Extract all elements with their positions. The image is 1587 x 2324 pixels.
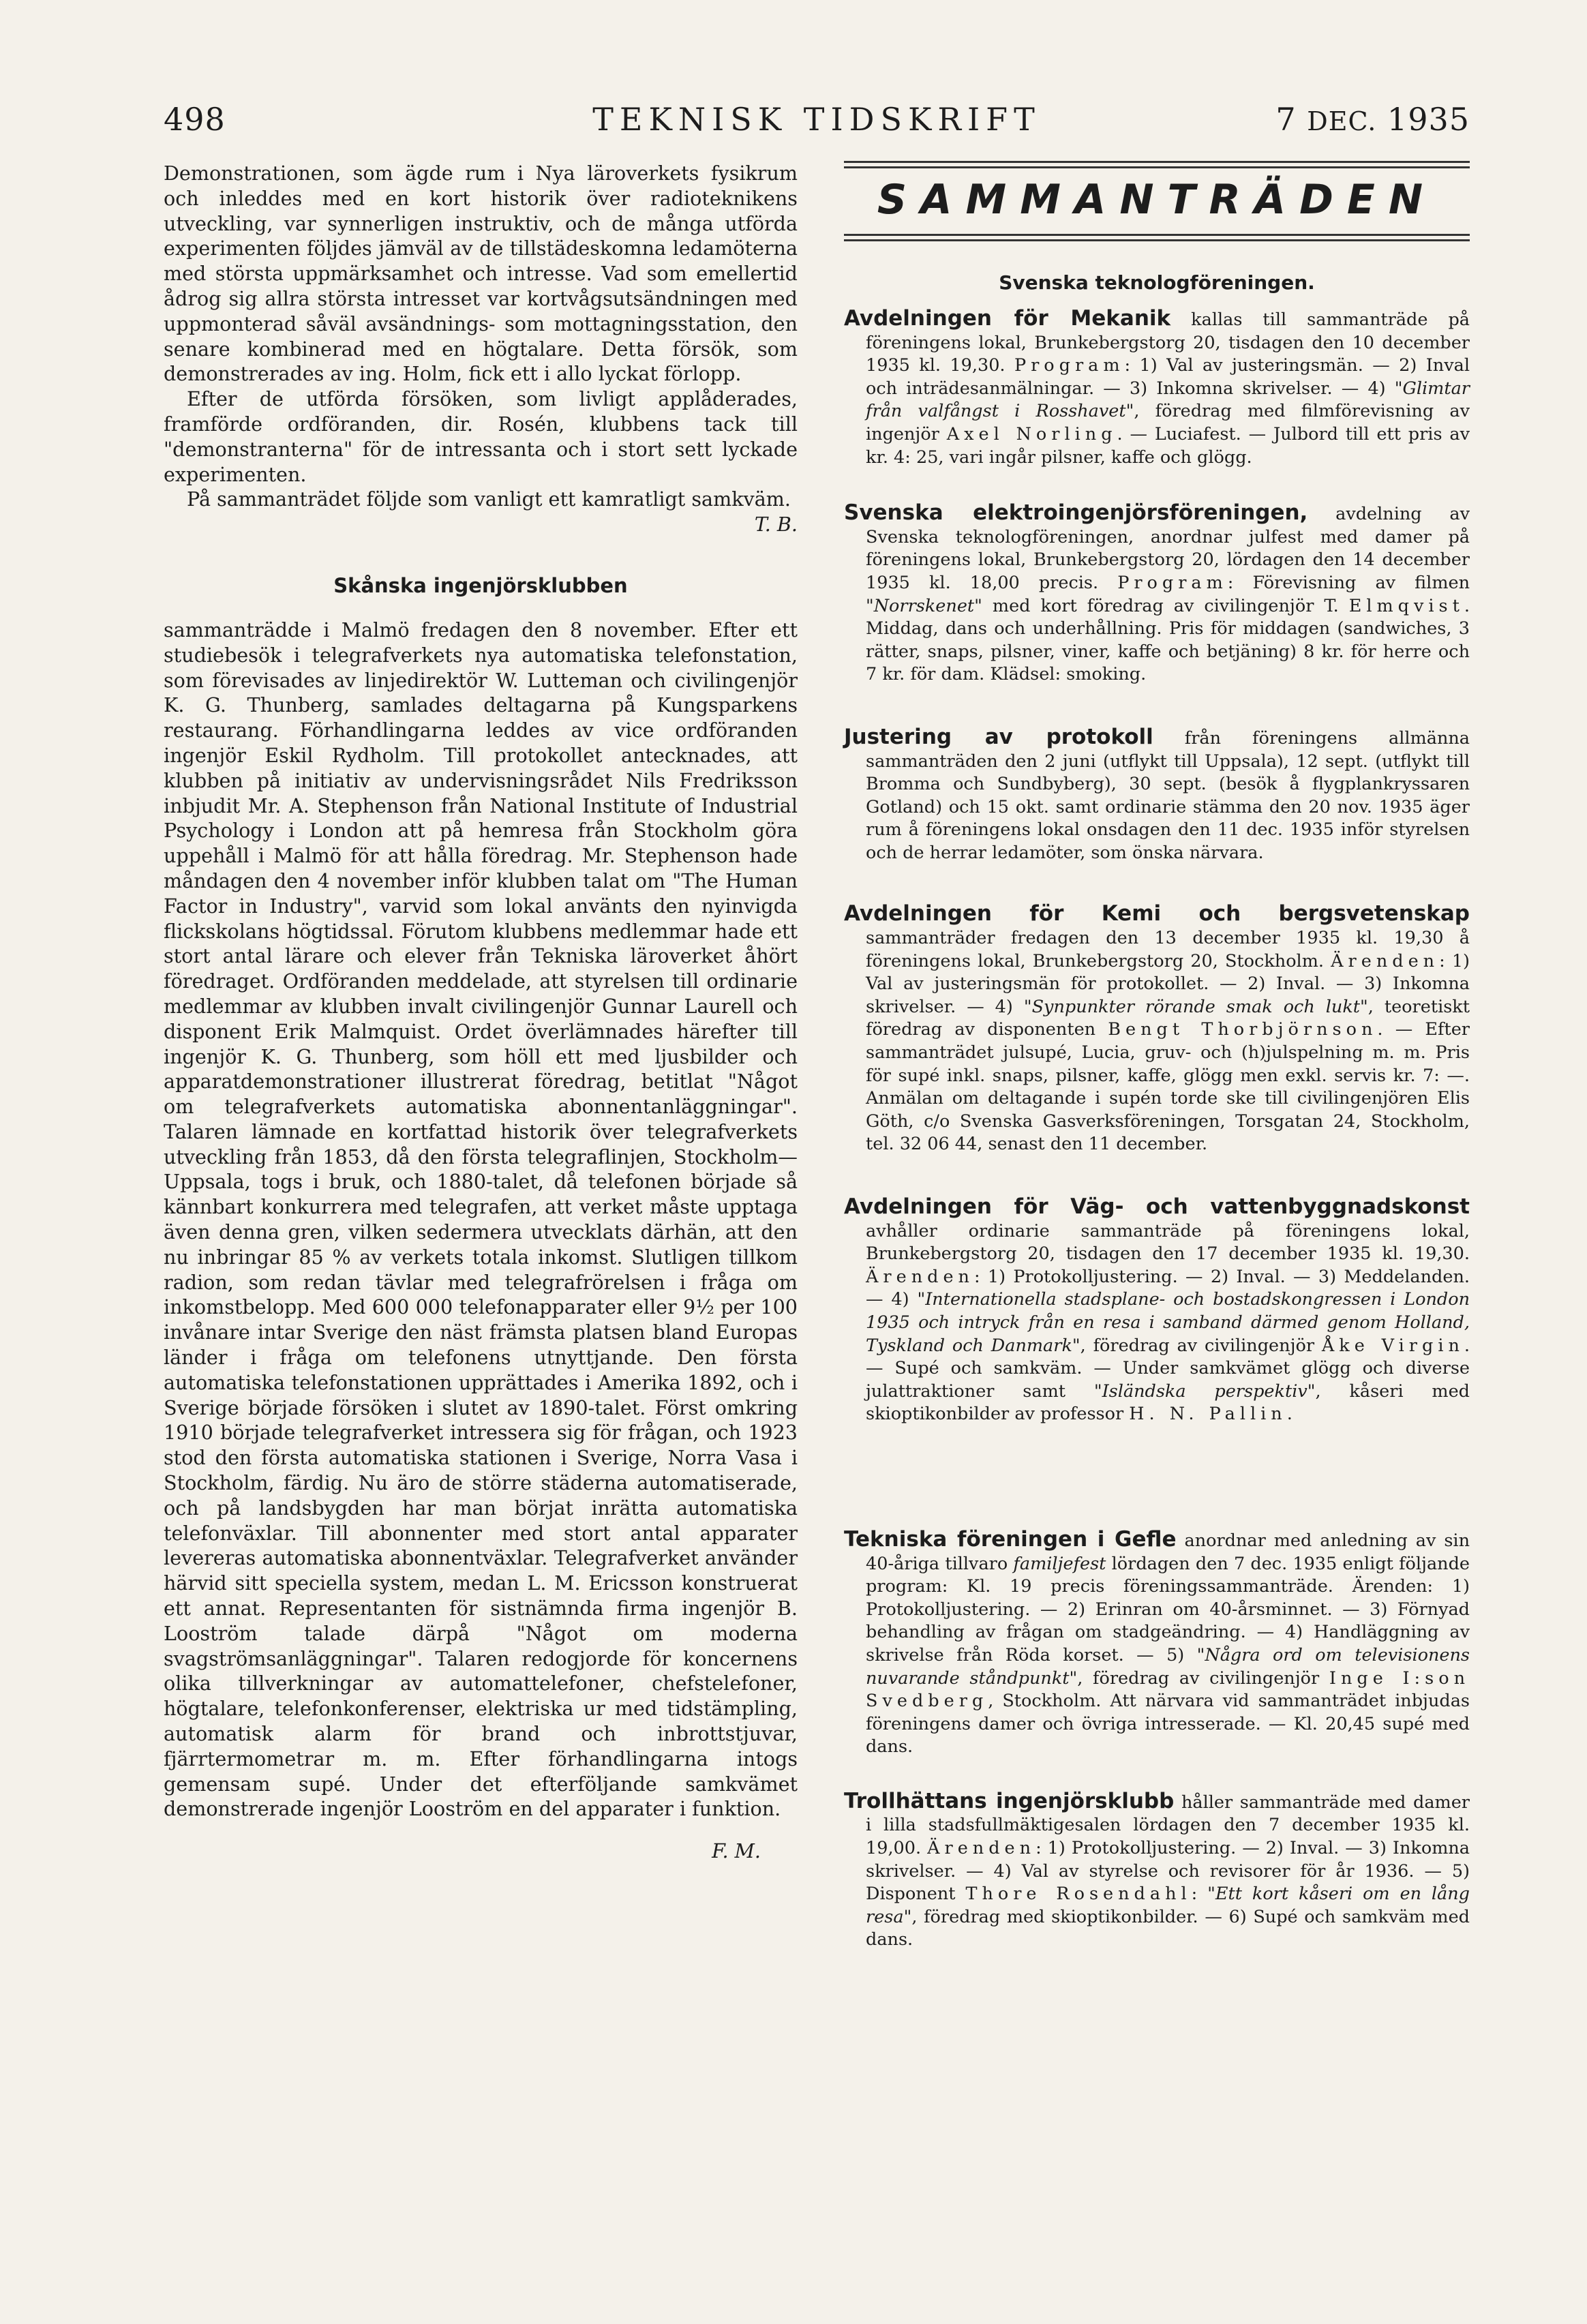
paragraph: sammanträdde i Malmö fredagen den 8 november. Efter ett studiebesök i telegrafverkets nya automatiska telefonstation, som förevisades av linjedirektör W. Lutteman och civilingenjör K. G. Thunberg, samlades deltagarna på Kungsparkens restaurang. Förhandlingarna leddes av vice ordföranden ingenjör Eskil Rydholm. Till protokollet antecknades, att klubben på initiativ av undervisningsrådet Nils Fredriksson inbjudit Mr. A. Stephenson från National Institute of Industrial Psychology i London att på hemresa från Stockholm göra uppehåll i Malmö för att hålla föredrag. Mr. Stephenson hade måndagen den 4 november inför klubben talat om "The Human Factor in Industry", varvid som lokal använts den nyinvigda flickskolans högtidssal. Förutom klubbens medlemmar hade ett stort antal lärare och elever från Tekniska läroverket åhört föredraget. Ordföranden meddelade, att styrelsen till ordinarie medlemmar av klubben invalt civilingenjör Gunnar Laurell och disponent Erik Malmquist. Ordet överlämnades härefter till ingenjör K. G. Thunberg, som höll ett med ljusbilder och apparatdemonstrationer illustrerat föredrag, betitlat "Något om telegrafverkets automatiska abonnentanläggningar". Talaren lämnade en kortfattad historik över telegrafverkets utveckling från 1853, då den första telegraflinjen, Stockholm—Uppsala, togs i bruk, och 1880-talet, då telefonen började så kännbart konkurrera med telegrafen, att verket måste upptaga även denna gren, vilken sedermera utvecklats därhän, att den nu inbringar 85 % av verkets totala inkomst. Slutligen tillkom radion, som redan tävlar med telegrafrörelsen i fråga om inkomstbelopp. Med 600 000 telefonapparater eller 9½ per 100 invånare intar Sverige den näst främsta platsen bland Europas länder i fråga om telefonens utnyttjande. Den första automatiska telefonstationen upprättades i Amerika 1892, och i Sverige började försöken i slutet av 1890-talet. Först omkring 1910 började telegrafverket intressera sig för frågan, och 1923 stod den första automatiska stationen i Sverige, Norra Vasa i Stockholm, färdig. Nu äro de större städerna automatiserade, och på landsbygden har man börjat inrätta automatiska telefonväxlar. Till abonnenter med stort antal apparater levereras automatiska abonnentväxlar. Telegrafverket använder härvid sitt speciella system, medan L. M. Ericsson konstruerat ett annat. Representanten för sistnämnda firma ingenjör B. Looström talade därpå "Något om moderna svagströmsanläggningar". Talaren redogjorde för koncernens olika tillverkningar av automattelefoner, chefstelefoner, högtalare, telefonkonferenser, elektriska ur med tidstämpling, automatisk alarm för brand och inbrottstjuvar, fjärrtermometrar m. m. Efter förhandlingarna intogs gemensam supé. Under det efterföljande samkvämet demonstrerade ingenjör Looström en del apparater i funktion. [164, 618, 798, 1821]
notice-text: . — Efter sammanträdet julsupé, Lucia, gruv- och (h)julspelning m. m. Pris för supé inkl. snaps, pilsner, kaffe, glögg men exkl. servis kr. 7: —. Anmälan om deltagande i supén torde ske till civilingenjören Elis Göth, c/o Svenska Gasverksföreningen, Torsgatan 24, Stockholm, tel. 32 06 44, senast den 11 december. [866, 1019, 1470, 1155]
notice-text: med kort föredrag av civilingenjör T. [982, 595, 1349, 616]
notice-text: Ärenden [866, 1266, 974, 1287]
signature: F. M. [712, 1839, 761, 1863]
notice-text: . [1286, 1404, 1293, 1425]
notice-text: : 1) Protokolljustering. — 2) Inval. — 3) Inkomna skrivelser. — 4) Val av styrelse och revisorer för år 1936. — 5) Disponent [866, 1838, 1470, 1905]
notice-gefle [844, 1526, 1470, 1759]
notice-elektro [844, 500, 1470, 686]
notice-text: "Norrskenet" [866, 595, 982, 616]
notice-text: Bengt Thorbjörnson [1108, 1019, 1378, 1040]
notice-text: , kåseri med skioptikonbilder av professor [866, 1380, 1470, 1425]
notice-lead: Trollhättans ingenjörsklubb [844, 1788, 1175, 1813]
notice-kemi [844, 901, 1470, 1156]
issue-year: 1935 [1387, 101, 1470, 138]
right-column [844, 161, 1470, 1952]
running-header [164, 101, 1470, 149]
notice-text: sammanträder fredagen den 13 december 1935 kl. 19,30 å föreningens lokal, Brunkebergstorg 20, Stockholm. [866, 928, 1470, 971]
journal-title: TEKNISK TIDSKRIFT [592, 101, 1041, 138]
notice-text: : 1) Protokolljustering. — 2) Inval. — 3) Meddelanden. — 4) [866, 1266, 1470, 1310]
notice-trollhattan [844, 1788, 1470, 1952]
notice-text: "Internationella stadsplane- och bostadskongressen i London 1935 och intryck från en resa i samband därmed genom Holland, Tyskland och Danmark" [866, 1289, 1470, 1356]
notice-text: , föredrag med filmförevisning av ingenjör [866, 401, 1470, 444]
notice-lead: Svenska elektroingenjörsföreningen, [844, 500, 1308, 526]
notice-text: . Middag, dans och underhållning. Pris för middagen (sandwiches, 3 rätter, snaps, pilsner, viner, kaffe och betjäning) 8 kr. för herre och 7 kr. för dam. Klädsel: smoking. [866, 595, 1470, 685]
notice-text: avdelning av Svenska teknologföreningen, anordnar julfest med damer på föreningens lokal, Brunkebergstorg 20, lördagen den 14 december 1935 kl. 18,00 precis. [866, 504, 1470, 593]
paragraph: Demonstrationen, som ägde rum i Nya läroverkets fysikrum och inleddes med en kort historik över radioteknikens utveckling, var synnerligen instruktiv, och de många utförda experimenten följdes jämväl av de tillstädeskomna ledamöterna med största uppmärksamhet och intresse. Vad som emellertid ådrog sig allra största intresset var kortvågsutsändningen med uppmonterad såväl avsändnings- som mottagningsstation, den senare kombinerad med en högtalare. Detta försök, som demonstrerades av ing. Holm, fick ett i allo lyckat förlopp. [164, 162, 798, 386]
notice-text: "Ett kort kåseri om en lång resa" [866, 1884, 1470, 1927]
notice-text: håller sammanträde med damer i lilla stadsfullmäktigesalen lördagen den 7 december 1935 kl. 19,00. [866, 1792, 1470, 1859]
notice-vag-vatten [844, 1194, 1470, 1426]
notice-lead: Justering av protokoll [844, 724, 1153, 749]
notice-text: . — Supé och samkväm. — Under samkvämet glögg och diverse julattraktioner samt [866, 1335, 1470, 1402]
org-heading: Svenska teknologföreningen. [999, 271, 1315, 294]
section-title: SAMMANTRÄDEN [877, 176, 1437, 224]
notice-text: Inge I:son Svedberg [866, 1667, 1470, 1712]
notice-text: Elmqvist [1348, 595, 1464, 616]
page-number: 498 [164, 101, 226, 138]
notice-text: lördagen den 7 dec. 1935 enligt följande program: Kl. 19 precis föreningssammanträde. Ärenden: 1) Protokolljustering. — 2) Erinran om 40-årsminnet. — 3) Förnyad behandling av frågan om stadgeändring. — 4) Handläggning av skrivelse från Röda korset. — 5) [866, 1553, 1470, 1665]
notice-text: Ärenden [927, 1838, 1036, 1859]
notice-justering [844, 724, 1470, 865]
notice-text: kallas till sammanträde på föreningens lokal, Brunkebergstorg 20, tisdagen den 10 december 1935 kl. 19,30. [866, 310, 1470, 376]
notice-text: familjefest [1013, 1553, 1106, 1574]
notice-text: avhåller ordinarie sammanträde på föreningens lokal, Brunkebergstorg 20, tisdagen den 17 december 1935 kl. 19,30. [866, 1220, 1470, 1265]
double-rule [844, 234, 1470, 241]
notice-text: Thore Rosendahl [965, 1884, 1192, 1905]
notice-text: H. N. Pallin [1129, 1404, 1287, 1425]
notice-mekanik [844, 306, 1470, 469]
notice-text: , Stockholm. Att närvara vid sammanträdet inbjudas föreningens damer och övriga intresserade. — Kl. 20,45 supé med dans. [866, 1691, 1470, 1757]
left-column [164, 161, 798, 1862]
notice-lead: Tekniska föreningen i Gefle [844, 1526, 1177, 1552]
issue-date [1275, 101, 1470, 138]
notice-text: Program [1014, 355, 1125, 376]
signature: T. B. [754, 513, 798, 537]
notice-text: : Förevisning av filmen [1227, 572, 1470, 593]
notice-text: "Synpunkter rörande smak och lukt" [1023, 996, 1368, 1017]
notice-text: "Några ord om televisionens nuvarande ståndpunkt" [866, 1644, 1470, 1689]
left-article-body [164, 618, 798, 1822]
notice-lead: Avdelningen för Mekanik [844, 306, 1171, 331]
article-heading: Skånska ingenjörsklubben [333, 573, 628, 597]
paragraph: Efter de utförda försöken, som livligt applåderades, framförde ordföranden, dir. Rosén, klubbens tack till "demonstranterna" för de intressanta och i stort sett lyckade experimenten. [164, 387, 798, 486]
notice-text: , föredrag med skioptikonbilder. — 6) Supé och samkväm med dans. [866, 1906, 1470, 1950]
notice-text: : 1) Val av justeringsmän. — 2) Inval och inträdesanmälningar. — 3) Inkomna skrivelser. — 4) [866, 355, 1470, 399]
notice-text: : 1) Val av justeringsmän för protokollet. — 2) Inval. — 3) Inkomna skrivelser. — 4) [866, 950, 1470, 1017]
notice-text: : [1191, 1884, 1208, 1905]
notice-text: , föredrag av civilingenjör [1077, 1667, 1329, 1689]
notice-text: Program [1117, 572, 1228, 593]
notice-text: "Glimtar från valfångst i Rosshavet" [866, 378, 1470, 422]
notice-text: . — Luciafest. — Julbord till ett pris av kr. 4: 25, vari ingår pilsner, kaffe och glögg. [866, 423, 1470, 468]
notice-text: "Isländska perspektiv" [1093, 1380, 1316, 1402]
notice-lead: Avdelningen för Kemi och bergsvetenskap [844, 901, 1470, 926]
notice-lead: Avdelningen för Väg- och vattenbyggnadskonst [844, 1194, 1470, 1219]
notice-text: , teoretiskt föredrag av disponenten [866, 996, 1470, 1040]
double-rule [844, 161, 1470, 168]
notice-text: Axel Norling [946, 423, 1117, 444]
issue-month: DEC. [1307, 106, 1377, 136]
paragraph: På sammanträdet följde som vanligt ett kamratligt samkväm. [187, 487, 791, 511]
notice-text: från föreningens allmänna sammanträden den 2 juni (utflykt till Uppsala), 12 sept. (utflykt till Bromma och Sundbyberg), 30 sept. (besök å flygplankryssaren Gotland) och 15 okt. samt ordinarie stämma den 20 nov. 1935 äger rum å föreningens lokal onsdagen den 11 dec. 1935 inför styrelsen och de herrar ledamöter, som önska närvara. [866, 727, 1470, 863]
notice-text: Ärenden [1331, 950, 1440, 971]
left-article-intro [164, 161, 798, 537]
notice-text: Åke Virgin [1321, 1335, 1464, 1356]
notice-text: anordnar med anledning av sin 40-åriga tillvaro [866, 1530, 1470, 1574]
issue-day: 7 [1275, 101, 1297, 138]
notice-text: , föredrag av civilingenjör [1080, 1335, 1322, 1356]
